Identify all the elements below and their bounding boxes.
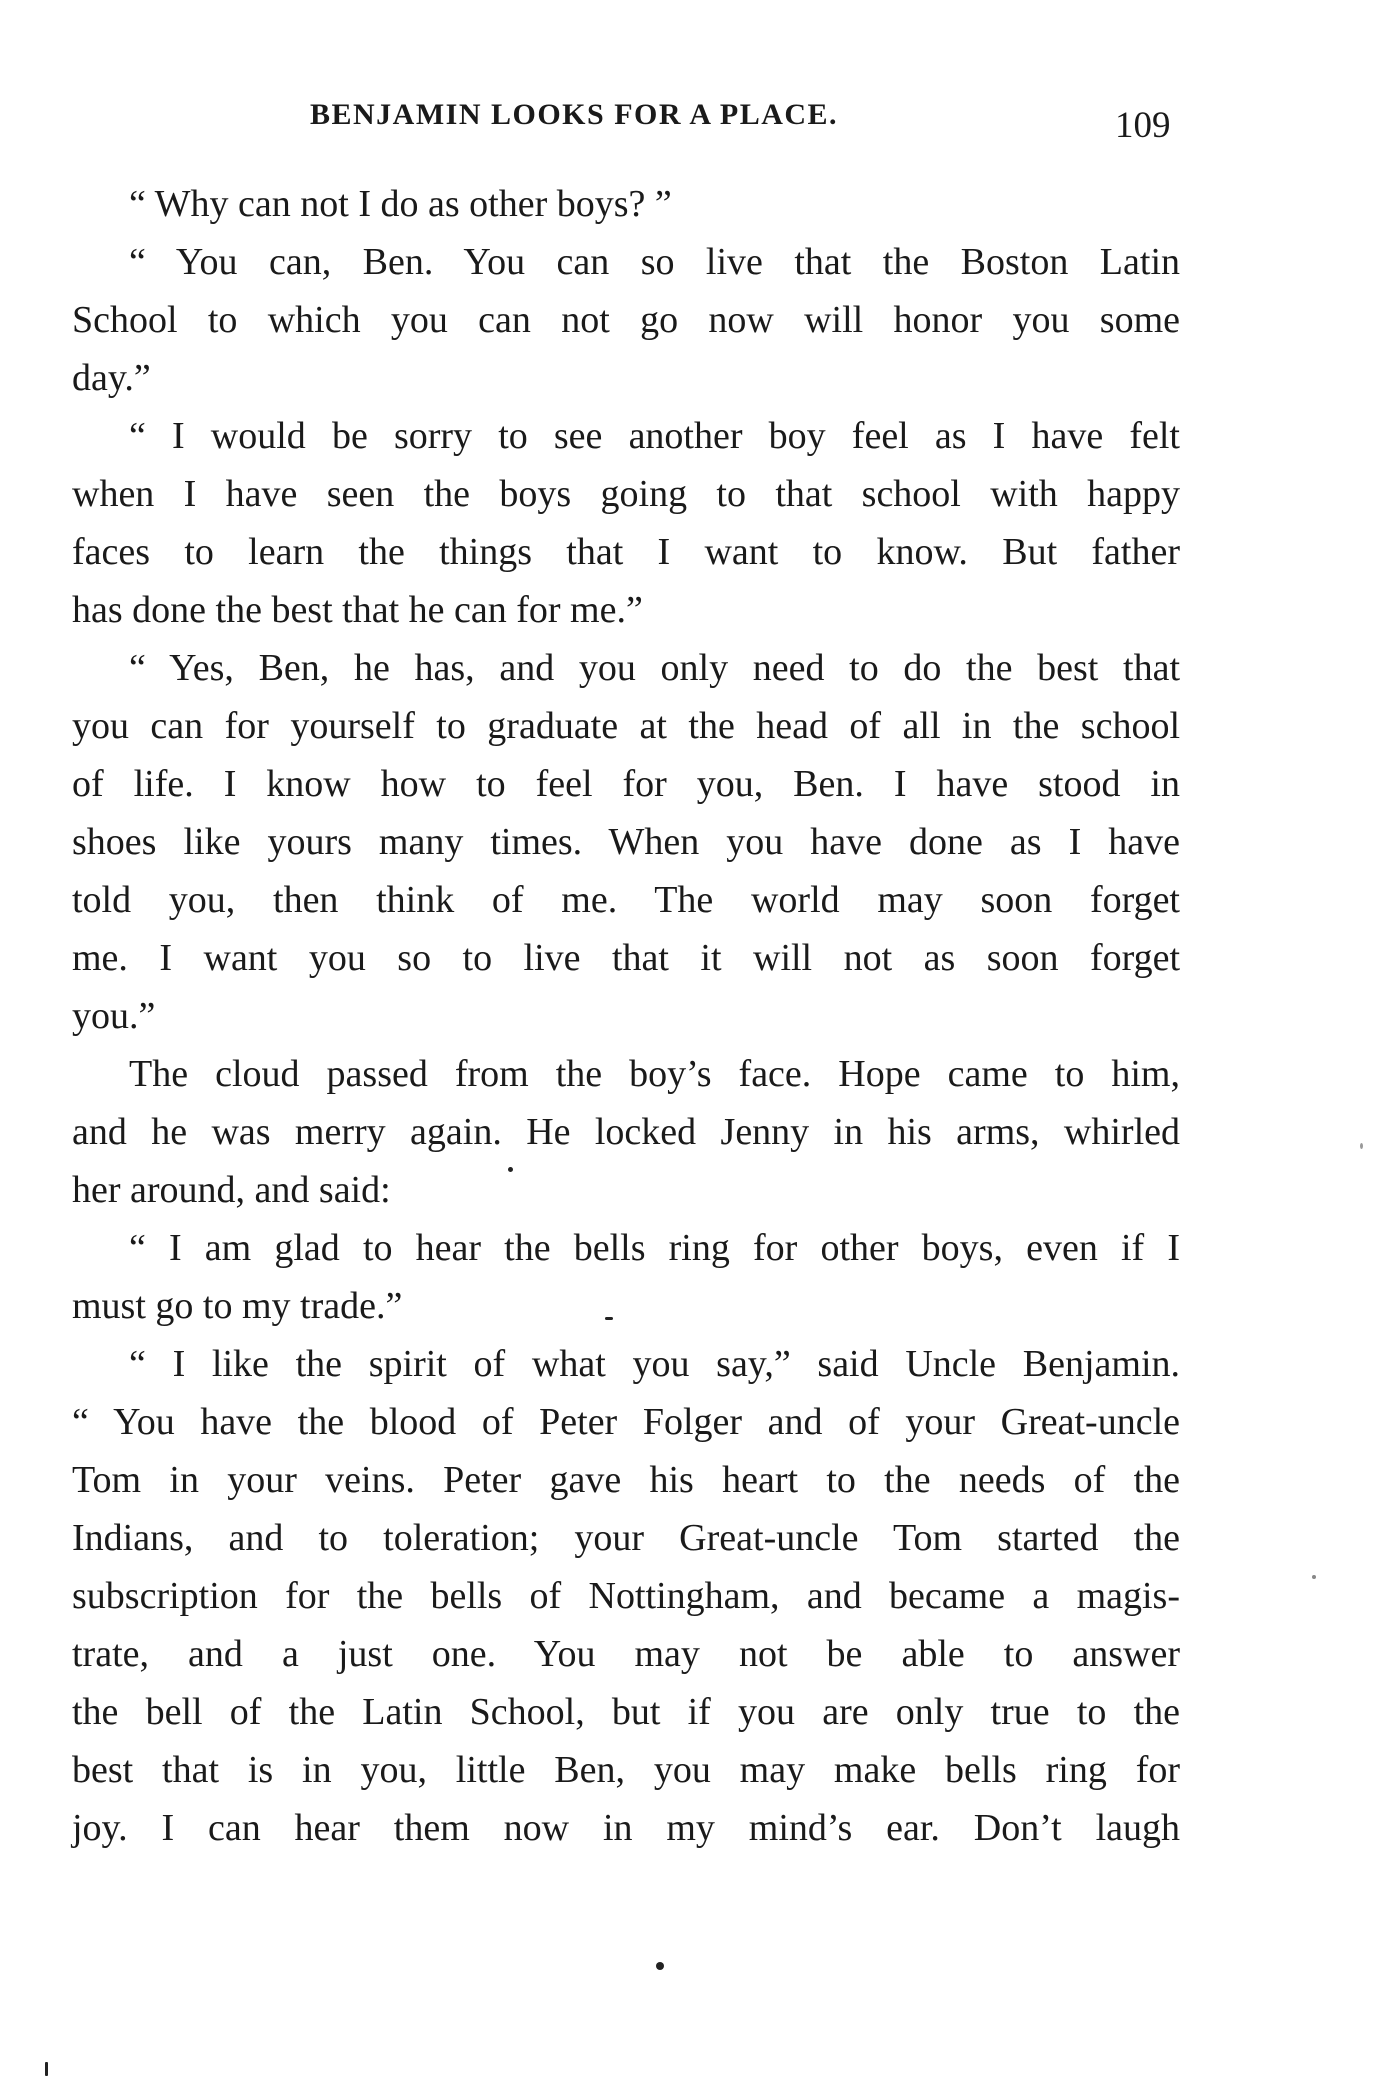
scan-speck [656, 1962, 664, 1970]
text-line: subscription for the bells of Nottingham, and became a magis- [72, 1575, 1180, 1617]
text-line: when I have seen the boys going to that school with happy [72, 473, 1180, 515]
text-line: must go to my trade.” [72, 1285, 403, 1327]
text-line: “ I would be sorry to see another boy feel as I have felt [129, 415, 1180, 457]
text-line: “ I am glad to hear the bells ring for other boys, even if I [129, 1227, 1180, 1269]
scan-speck [45, 2062, 48, 2076]
text-line: “ You have the blood of Peter Folger and of your Great-uncle [72, 1401, 1180, 1443]
scan-speck [508, 1167, 513, 1172]
text-line: shoes like yours many times. When you have done as I have [72, 821, 1180, 863]
text-line: Tom in your veins. Peter gave his heart to the needs of the [72, 1459, 1180, 1501]
running-head: BENJAMIN LOOKS FOR A PLACE. [310, 98, 839, 131]
text-line: the bell of the Latin School, but if you are only true to the [72, 1691, 1180, 1733]
text-line: joy. I can hear them now in my mind’s ear. Don’t laugh [72, 1807, 1180, 1849]
text-line: Indians, and to toleration; your Great-uncle Tom started the [72, 1517, 1180, 1559]
text-line: has done the best that he can for me.” [72, 589, 643, 631]
page-number: 109 [1115, 105, 1171, 146]
text-line: School to which you can not go now will honor you some [72, 299, 1180, 341]
text-line: “ You can, Ben. You can so live that the Boston Latin [129, 241, 1180, 283]
text-line: “ I like the spirit of what you say,” said Uncle Benjamin. [129, 1343, 1180, 1385]
text-line: day.” [72, 357, 151, 399]
text-line: “ Why can not I do as other boys? ” [129, 183, 672, 225]
scan-speck [1360, 1143, 1363, 1149]
text-line: trate, and a just one. You may not be able to answer [72, 1633, 1180, 1675]
text-line: you can for yourself to graduate at the head of all in the school [72, 705, 1180, 747]
scan-speck [1312, 1575, 1316, 1579]
scan-speck [605, 1317, 613, 1320]
text-line: “ Yes, Ben, he has, and you only need to do the best that [129, 647, 1180, 689]
text-line: best that is in you, little Ben, you may make bells ring for [72, 1749, 1180, 1791]
text-line: her around, and said: [72, 1169, 391, 1211]
text-line: me. I want you so to live that it will not as soon forget [72, 937, 1180, 979]
text-line: and he was merry again. He locked Jenny in his arms, whirled [72, 1111, 1180, 1153]
text-line: told you, then think of me. The world may soon forget [72, 879, 1180, 921]
text-line: faces to learn the things that I want to know. But father [72, 531, 1180, 573]
text-line: you.” [72, 995, 156, 1037]
text-line: of life. I know how to feel for you, Ben. I have stood in [72, 763, 1180, 805]
text-line: The cloud passed from the boy’s face. Hope came to him, [129, 1053, 1180, 1095]
